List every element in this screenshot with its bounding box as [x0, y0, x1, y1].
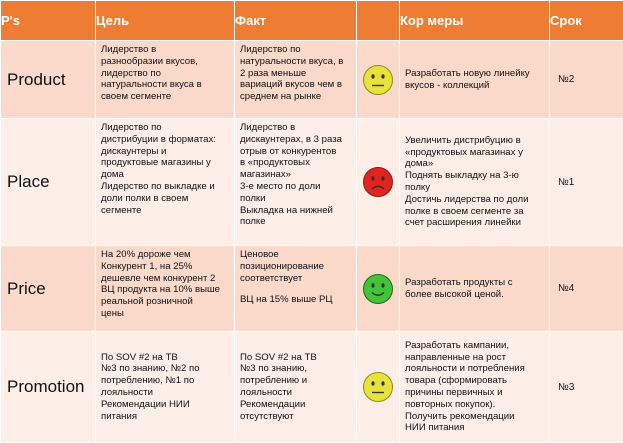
goal-line: Рекомендации НИИ: [101, 399, 230, 411]
fact-cell: [235, 332, 357, 443]
goal-line: лидерство по: [101, 68, 230, 80]
goal-line: сегменте: [101, 205, 230, 217]
goal-line: разнообразии вкусов,: [101, 56, 230, 68]
fact-line: Лидерство по: [240, 44, 352, 56]
fact-line: По SOV #2 на ТВ: [240, 352, 352, 364]
header-row: [1, 1, 623, 41]
status-cell: [357, 332, 400, 443]
table-row-price: [1, 246, 623, 332]
goal-cell: [96, 119, 235, 246]
measures-line: счет расширения линейки: [405, 217, 545, 229]
measures-line: товара (сформировать: [405, 375, 545, 387]
goal-line: дискаунтеры и: [101, 146, 230, 158]
measures-cell: [400, 41, 550, 119]
measures-line: Увеличить дистрибуцию в: [405, 135, 545, 147]
fact-line: Выкладка на нижней: [240, 205, 352, 217]
measures-line: Достичь лидерства по доли: [405, 194, 545, 206]
status-cell: [357, 41, 400, 119]
measures-line: Разработать продукты с: [405, 277, 545, 289]
goal-line: ВЦ продукта на 10% выше: [101, 284, 230, 296]
goal-cell: [96, 332, 235, 443]
header-term: Срок: [550, 1, 623, 41]
goal-line: По SOV #2 на ТВ: [101, 352, 230, 364]
fact-line: Лидерство в: [240, 122, 352, 134]
term-cell: №2: [550, 41, 623, 119]
fact-line: №3 по знанию,: [240, 363, 352, 375]
fact-line: среднем на рынке: [240, 91, 352, 103]
fact-line: отрыв от конкурентов: [240, 146, 352, 158]
fact-line: дискаунтерах, в 3 раза: [240, 134, 352, 146]
goal-line: реальной розничной: [101, 296, 230, 308]
goal-line: Лидерство по выкладке и: [101, 181, 230, 193]
goal-line: натуральности вкуса в: [101, 79, 230, 91]
measures-line: Разработать новую линейку: [405, 68, 545, 80]
fact-line: магазинах»: [240, 169, 352, 181]
fact-line: отсутствуют: [240, 411, 352, 423]
fact-line: полки: [240, 193, 352, 205]
header-status: [357, 1, 400, 41]
measures-line: НИИ питания: [405, 422, 545, 434]
header-fact: Факт: [235, 1, 357, 41]
p-label: Place: [1, 119, 96, 246]
goal-cell: [96, 246, 235, 332]
goal-line: цены: [101, 308, 230, 320]
fact-line: позиционирование: [240, 261, 352, 273]
header-measures: Кор меры: [400, 1, 550, 41]
p-label: Promotion: [1, 332, 96, 443]
measures-line: более высокой ценой.: [405, 289, 545, 301]
measures-line: направленные на рост: [405, 352, 545, 364]
table-row-place: [1, 119, 623, 246]
measures-line: повторных покупок).: [405, 399, 545, 411]
yellow-neutral-face-icon: [362, 64, 394, 96]
fact-cell: [235, 41, 357, 119]
fact-line: в «продуктовых: [240, 157, 352, 169]
header-goal: Цель: [96, 1, 235, 41]
fact-line: 2 раза меньше: [240, 68, 352, 80]
fact-cell: [235, 246, 357, 332]
status-cell: [357, 246, 400, 332]
measures-line: Разработать кампании,: [405, 340, 545, 352]
term-cell: №1: [550, 119, 623, 246]
p-label: Price: [1, 246, 96, 332]
term-cell: №3: [550, 332, 623, 443]
goal-line: дистрибуции в форматах:: [101, 134, 230, 146]
fact-line: натуральности вкуса, в: [240, 56, 352, 68]
goal-line: Лидерство в: [101, 44, 230, 56]
measures-line: полке в своем сегменте за: [405, 206, 545, 218]
green-happy-face-icon: [362, 273, 394, 305]
yellow-neutral-face-icon: [362, 371, 394, 403]
measures-line: вкусов - коллекций: [405, 80, 545, 92]
goal-line: питания: [101, 411, 230, 423]
goal-line: лояльности: [101, 387, 230, 399]
goal-line: На 20% дороже чем: [101, 249, 230, 261]
measures-line: лояльности и потребления: [405, 363, 545, 375]
measures-cell: [400, 119, 550, 246]
table-row-product: [1, 41, 623, 119]
table-row-promotion: [1, 332, 623, 443]
measures-cell: [400, 332, 550, 443]
status-cell: [357, 119, 400, 246]
fact-line: вариаций вкусов чем в: [240, 79, 352, 91]
measures-line: Поднять выкладку на 3-ю: [405, 170, 545, 182]
measures-line: причины первичных и: [405, 387, 545, 399]
measures-line: «продуктовых магазинах у: [405, 147, 545, 159]
goal-line: доли полки в своем: [101, 193, 230, 205]
header-ps: P's: [1, 1, 96, 41]
measures-line: полку: [405, 182, 545, 194]
fact-cell: [235, 119, 357, 246]
goal-line: потреблению, №1 по: [101, 375, 230, 387]
goal-line: дома: [101, 169, 230, 181]
goal-line: №3 по знанию, №2 по: [101, 363, 230, 375]
fact-line: полке: [240, 216, 352, 228]
red-sad-face-icon: [362, 166, 394, 198]
goal-line: продуктовые магазины у: [101, 157, 230, 169]
fact-line: Ценовое: [240, 249, 352, 261]
goal-line: своем сегменте: [101, 91, 230, 103]
measures-cell: [400, 246, 550, 332]
fact-line: лояльности: [240, 387, 352, 399]
term-cell: №4: [550, 246, 623, 332]
fact-line: соответствует: [240, 273, 352, 285]
fact-line: Рекомендации: [240, 399, 352, 411]
fact-line: потреблению и: [240, 375, 352, 387]
measures-line: дома»: [405, 158, 545, 170]
fact-line: 3-е место по доли: [240, 181, 352, 193]
p-label: Product: [1, 41, 96, 119]
measures-line: Получить рекомендации: [405, 411, 545, 423]
goal-line: дешевле чем конкурент 2: [101, 273, 230, 285]
goal-line: Конкурент 1, на 25%: [101, 261, 230, 273]
goal-cell: [96, 41, 235, 119]
goal-line: Лидерство по: [101, 122, 230, 134]
fact-line: ВЦ на 15% выше РЦ: [240, 294, 352, 306]
